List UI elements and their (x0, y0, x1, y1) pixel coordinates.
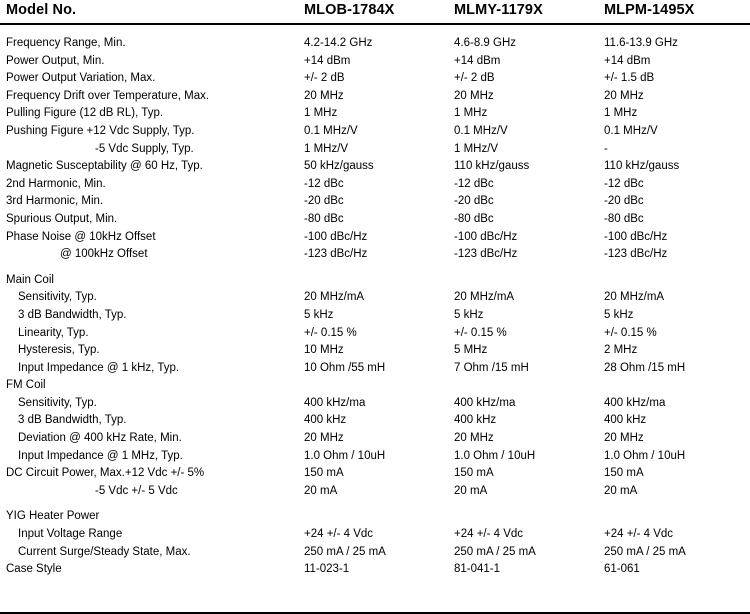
spec-label: Phase Noise @ 10kHz Offset (6, 230, 156, 243)
spec-label: Frequency Drift over Temperature, Max. (6, 89, 210, 102)
header-column-1: MLOB-1784X (300, 0, 450, 24)
table-row (0, 141, 750, 159)
spec-label: Sensitivity, Typ. (18, 396, 97, 409)
table-row (0, 307, 750, 325)
spec-value: +/- 0.15 % (604, 326, 657, 339)
table-row (0, 377, 750, 395)
table-row (0, 395, 750, 413)
spec-value: 5 kHz (304, 308, 334, 321)
header-column-2: MLMY-1179X (450, 0, 600, 24)
table-row (0, 158, 750, 176)
spec-value: -20 dBc (604, 195, 644, 208)
spec-value (300, 272, 450, 290)
spec-value: 1 MHz (304, 107, 338, 120)
table-row (0, 465, 750, 483)
spec-value: -12 dBc (304, 177, 344, 190)
spec-value: 0.1 MHz/V (454, 124, 508, 137)
table-row (0, 176, 750, 194)
spec-value: 110 kHz/gauss (604, 160, 680, 173)
spec-value: 400 kHz/ma (304, 396, 366, 409)
spec-value: +24 +/- 4 Vdc (304, 528, 374, 541)
table-row (0, 35, 750, 53)
spec-value: 7 Ohm /15 mH (454, 361, 529, 374)
spec-label: Sensitivity, Typ. (18, 291, 97, 304)
spec-value: -100 dBc/Hz (304, 230, 368, 243)
spec-value: +/- 0.15 % (304, 326, 357, 339)
spec-value: 4.2-14.2 GHz (304, 37, 373, 49)
spec-value: 1 MHz (454, 107, 488, 120)
spec-value (300, 377, 450, 395)
table-row (0, 360, 750, 378)
spec-value: +/- 2 dB (304, 72, 345, 85)
table-gap-row (0, 500, 750, 508)
spec-value: 20 mA (304, 484, 338, 497)
spec-value: 11.6-13.9 GHz (604, 37, 678, 49)
spec-value: 400 kHz (454, 414, 497, 427)
spec-value: 0.1 MHz/V (604, 124, 658, 137)
table-row (0, 193, 750, 211)
spec-value: +/- 1.5 dB (604, 72, 655, 85)
spec-label: 3 dB Bandwidth, Typ. (18, 308, 127, 321)
spec-label: 2nd Harmonic, Min. (6, 177, 106, 190)
spec-value: 11-023-1 (304, 563, 350, 576)
spec-label: Input Voltage Range (18, 528, 123, 541)
table-row (0, 229, 750, 247)
spec-value: 20 MHz/mA (454, 291, 515, 304)
spec-value: 1.0 Ohm / 10uH (454, 449, 536, 462)
spec-value: +14 dBm (454, 54, 501, 67)
spec-value (600, 272, 750, 290)
spec-label: Input Impedance @ 1 MHz, Typ. (18, 449, 183, 462)
table-header (0, 0, 750, 24)
spec-value: 20 MHz (304, 89, 344, 102)
table-row (0, 246, 750, 264)
spec-value: 400 kHz/ma (604, 396, 666, 409)
table-row (0, 561, 750, 579)
table-row (0, 88, 750, 106)
spec-value: 20 MHz (454, 432, 494, 445)
spec-label: Power Output Variation, Max. (6, 72, 156, 85)
spec-value (600, 508, 750, 526)
table-row (0, 430, 750, 448)
spec-value: +14 dBm (604, 54, 651, 67)
spec-value: -80 dBc (454, 212, 494, 225)
spec-label: -5 Vdc +/- 5 Vdc (95, 484, 178, 497)
spec-value: 20 MHz/mA (604, 291, 665, 304)
spec-value: 1 MHz (604, 107, 638, 120)
spec-value: 110 kHz/gauss (454, 160, 530, 173)
table-spacer-row (0, 24, 750, 35)
table-row (0, 123, 750, 141)
spec-label: Linearity, Typ. (18, 326, 89, 339)
table-row (0, 105, 750, 123)
spec-value: - (604, 142, 608, 155)
spec-label: Hysteresis, Typ. (18, 344, 100, 357)
spec-value: -80 dBc (304, 212, 344, 225)
table-gap-row (0, 264, 750, 272)
spec-label: Magnetic Susceptability @ 60 Hz, Typ. (6, 160, 203, 173)
table-row (0, 342, 750, 360)
spec-value: -123 dBc/Hz (304, 248, 368, 261)
table-row (0, 325, 750, 343)
gap-cell (0, 264, 750, 272)
spec-value: 400 kHz (604, 414, 647, 427)
spec-value: +/- 0.15 % (454, 326, 507, 339)
spec-value: 5 MHz (454, 344, 488, 357)
spec-value: -100 dBc/Hz (604, 230, 668, 243)
header-model-no: Model No. (0, 0, 300, 24)
spec-label: Frequency Range, Min. (6, 37, 126, 49)
spec-value: 28 Ohm /15 mH (604, 361, 686, 374)
table-row (0, 272, 750, 290)
spec-value: 20 mA (454, 484, 488, 497)
table-row (0, 483, 750, 501)
spec-value: 1 MHz/V (454, 142, 499, 155)
spec-value: +24 +/- 4 Vdc (604, 528, 674, 541)
spec-value: 1 MHz/V (304, 142, 349, 155)
spec-value: -20 dBc (304, 195, 344, 208)
table-row (0, 508, 750, 526)
spec-label: Spurious Output, Min. (6, 212, 118, 225)
spec-value: 20 MHz (304, 432, 344, 445)
spec-label: Case Style (6, 563, 62, 576)
spec-value: 10 Ohm /55 mH (304, 361, 386, 374)
spec-label: Deviation @ 400 kHz Rate, Min. (18, 432, 182, 445)
header-row (0, 0, 750, 24)
spec-value: +/- 2 dB (454, 72, 495, 85)
spec-value: 5 kHz (604, 308, 634, 321)
spec-label: Pulling Figure (12 dB RL), Typ. (6, 107, 164, 120)
section-heading: FM Coil (6, 379, 46, 392)
spec-value: 1.0 Ohm / 10uH (604, 449, 686, 462)
spec-value: 400 kHz (304, 414, 347, 427)
table-row (0, 544, 750, 562)
spec-value: -100 dBc/Hz (454, 230, 518, 243)
table-row (0, 211, 750, 229)
spec-value: 50 kHz/gauss (304, 160, 374, 173)
table-body (0, 24, 750, 579)
spec-value: -123 dBc/Hz (454, 248, 518, 261)
spec-value: 2 MHz (604, 344, 638, 357)
spec-label: Power Output, Min. (6, 54, 105, 67)
table-row (0, 53, 750, 71)
spec-value: -80 dBc (604, 212, 644, 225)
header-column-3: MLPM-1495X (600, 0, 750, 24)
gap-cell (0, 500, 750, 508)
spec-value: 20 mA (604, 484, 638, 497)
spec-value: +24 +/- 4 Vdc (454, 528, 524, 541)
spec-label: DC Circuit Power, Max.+12 Vdc +/- 5% (6, 467, 205, 480)
spec-value (450, 508, 600, 526)
spec-value: 20 MHz/mA (304, 291, 365, 304)
spec-value: 1.0 Ohm / 10uH (304, 449, 386, 462)
spec-value: 20 MHz (604, 432, 644, 445)
spec-value (600, 377, 750, 395)
spec-label: Pushing Figure +12 Vdc Supply, Typ. (6, 124, 195, 137)
spec-value: 250 mA / 25 mA (304, 545, 386, 558)
spec-value: 81-041-1 (454, 563, 501, 576)
spec-value: 10 MHz (304, 344, 344, 357)
spec-value: 4.6-8.9 GHz (454, 37, 516, 49)
spec-value: 150 mA (454, 467, 494, 480)
spec-value: 250 mA / 25 mA (604, 545, 686, 558)
spec-value: 400 kHz/ma (454, 396, 516, 409)
table-row (0, 289, 750, 307)
spec-value: 150 mA (604, 467, 644, 480)
spec-value (450, 377, 600, 395)
spec-value: -20 dBc (454, 195, 494, 208)
spec-value: 61-061 (604, 563, 640, 576)
spec-label: @ 100kHz Offset (60, 248, 148, 261)
spec-value: 250 mA / 25 mA (454, 545, 536, 558)
spec-label: -5 Vdc Supply, Typ. (95, 142, 194, 155)
table-row (0, 412, 750, 430)
section-heading: YIG Heater Power (6, 510, 100, 523)
table-row (0, 70, 750, 88)
spacer-cell (0, 24, 750, 35)
table-row (0, 448, 750, 466)
spec-value: 0.1 MHz/V (304, 124, 358, 137)
section-heading: Main Coil (6, 273, 54, 286)
spec-label: Input Impedance @ 1 kHz, Typ. (18, 361, 180, 374)
spec-value (450, 272, 600, 290)
spec-value: -12 dBc (604, 177, 644, 190)
spec-value: 150 mA (304, 467, 344, 480)
spec-value: -123 dBc/Hz (604, 248, 668, 261)
spec-value: 20 MHz (604, 89, 644, 102)
table-row (0, 526, 750, 544)
spec-value: -12 dBc (454, 177, 494, 190)
spec-label: Current Surge/Steady State, Max. (18, 545, 191, 558)
spec-value: 20 MHz (454, 89, 494, 102)
spec-value (300, 508, 450, 526)
spec-value: +14 dBm (304, 54, 351, 67)
spec-label: 3 dB Bandwidth, Typ. (18, 414, 127, 427)
spec-value: 5 kHz (454, 308, 484, 321)
spec-label: 3rd Harmonic, Min. (6, 195, 104, 208)
